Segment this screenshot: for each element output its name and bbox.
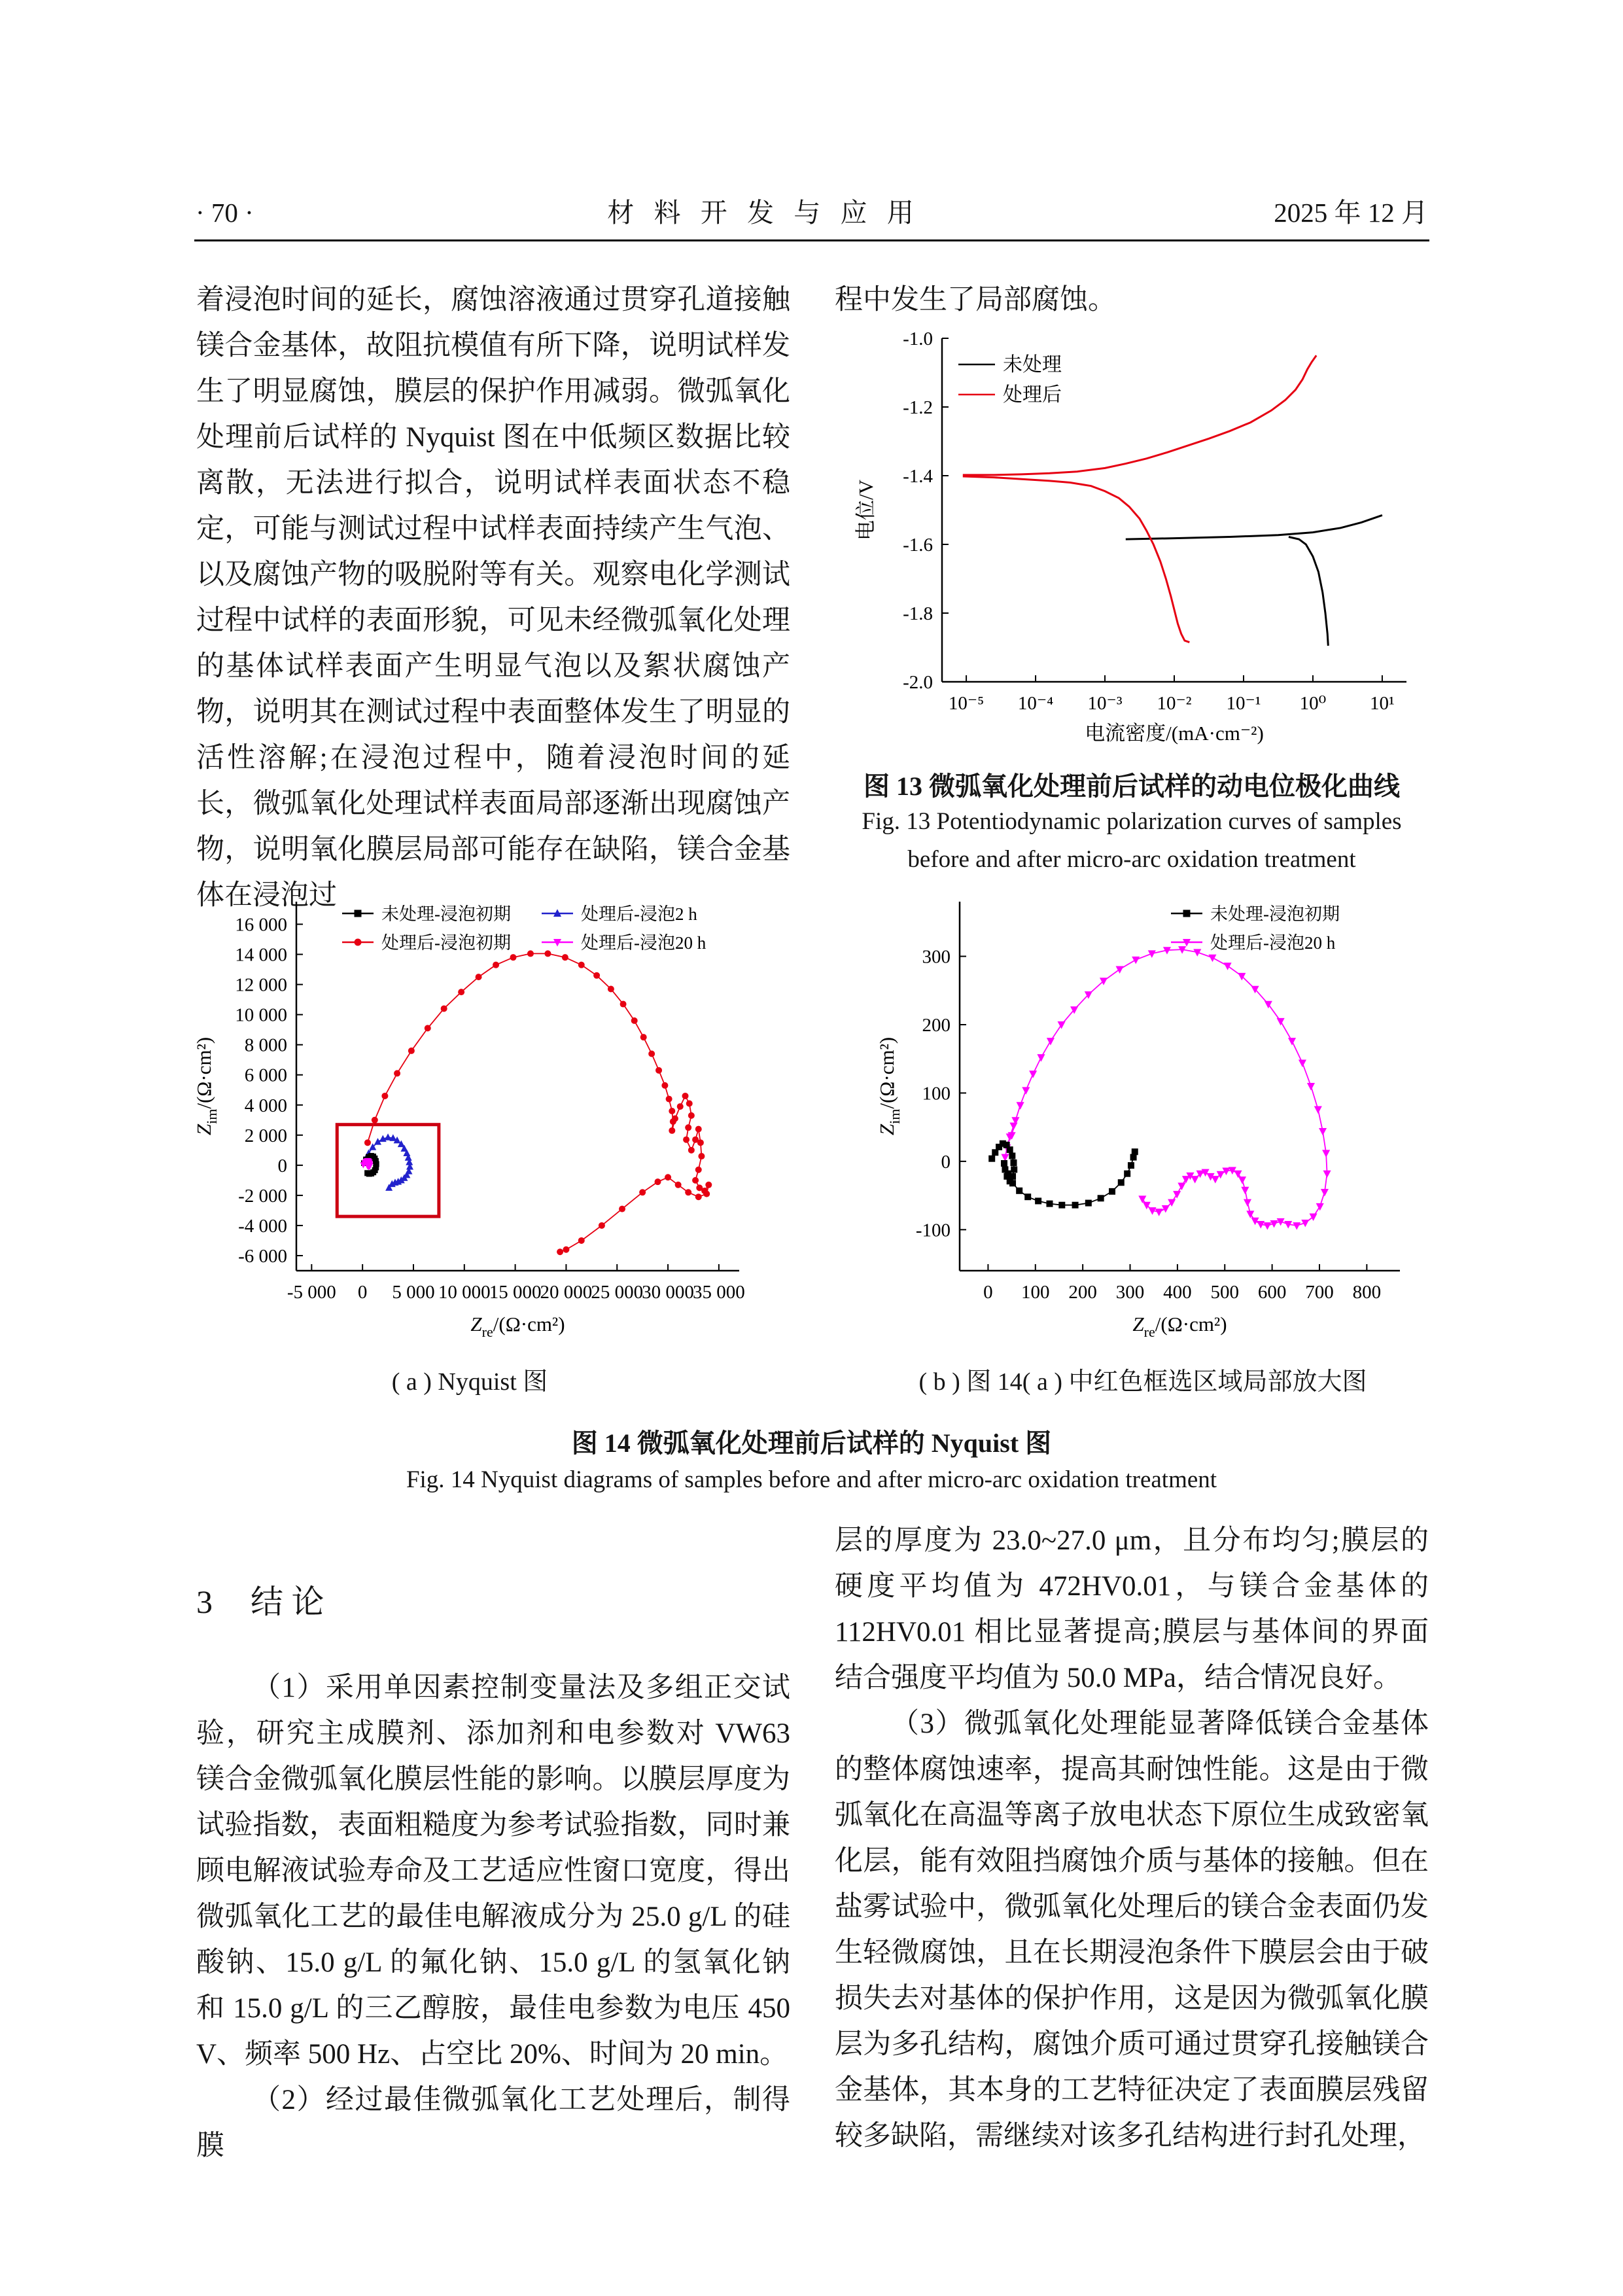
fig14b-chart-svg [865,890,1421,1348]
svg-text:电位/V: 电位/V [854,480,877,540]
svg-text:10⁻¹: 10⁻¹ [1226,693,1261,714]
svg-text:Zim/(Ω·cm²): $Z_{im}/(\Omega\cdot cm^2)$ [875,1036,903,1136]
svg-text:10⁻³: 10⁻³ [1087,693,1123,714]
svg-text:2 000: 2 000 [244,1125,287,1146]
svg-text:10 000: 10 000 [235,1004,287,1026]
svg-text:处理后-浸泡2 h: 处理后-浸泡2 h [581,904,697,924]
conclusion-paragraph-1: （1）采用单因素控制变量法及多组正交试验，研究主成膜剂、添加剂和电参数对 VW63 镁合金微弧氧化膜层性能的影响。以膜层厚度为试验指数，表面粗糙度为参考试验指数，同时兼顾电解液试验寿命及工艺适应性窗口宽度，得出微弧氧化工艺的最佳电解液成分为 25.0 g/L 的硅酸钠、15.0 g/L 的氟化钠、15.0 g/L 的氢氧化钠和 15.0 g/L 的三乙醇胺，最佳电参数为电压 450 V、频率 500 Hz、占空比 20%、时间为 20 min。 [196,1672,790,2070]
svg-text:700: 700 [1305,1282,1334,1303]
svg-text:300: 300 [922,946,951,968]
page-header [196,191,1428,230]
svg-text:8 000: 8 000 [244,1034,287,1056]
conclusion-paragraph-2-end: 层的厚度为 23.0~27.0 μm，且分布均匀;膜层的硬度平均值为 472HV0.01，与镁合金基体的 112HV0.01 相比显著提高;膜层与基体间的界面结合强度平均值为 50.0 MPa，结合情况良好。 [835,1525,1429,1693]
conclusion-right-column [835,1518,1429,2159]
svg-text:10⁻⁴: 10⁻⁴ [1017,693,1054,714]
svg-text:30 000: 30 000 [642,1282,694,1303]
header-rule [194,239,1429,241]
svg-text:16 000: 16 000 [235,914,287,936]
svg-text:35 000: 35 000 [692,1282,745,1303]
figure13-caption-en-line1: Fig. 13 Potentiodynamic polarization curves of samples [862,808,1402,835]
svg-text:15 000: 15 000 [489,1282,542,1303]
svg-text:500: 500 [1210,1282,1239,1303]
figure13-caption-cn: 图 13 微弧氧化处理前后试样的动电位极化曲线 [864,771,1400,801]
figure13-caption-en-line2: before and after micro-arc oxidation treatment [907,846,1356,873]
svg-text:12 000: 12 000 [235,974,287,996]
svg-text:200: 200 [922,1015,951,1036]
svg-text:300: 300 [1115,1282,1145,1303]
svg-text:14 000: 14 000 [235,944,287,966]
section-title: 结 论 [251,1583,324,1620]
conclusion-paragraph-2-start: （2）经过最佳微弧氧化工艺处理后，制得膜 [196,2085,790,2161]
svg-text:Zre/(Ω·cm²): $Z_{re}/(\Omega\cdot cm^2)$ [470,1313,565,1340]
svg-text:电流密度/(mA·cm⁻²): 电流密度/(mA·cm⁻²) [1085,722,1264,745]
issue-date: 2025 年 12 月 [1274,198,1428,228]
svg-text:未处理-浸泡初期: 未处理-浸泡初期 [1210,904,1340,924]
svg-text:-100: -100 [915,1220,951,1241]
svg-text:-1.8: -1.8 [903,603,933,624]
svg-text:未处理-浸泡初期: 未处理-浸泡初期 [381,904,511,924]
figure14a-subcaption: ( a ) Nyquist 图 [391,1368,548,1396]
svg-text:10⁻⁵: 10⁻⁵ [948,693,985,714]
svg-text:400: 400 [1163,1282,1192,1303]
figure14a-nyquist-chart [182,890,758,1348]
svg-text:6 000: 6 000 [244,1065,287,1086]
fig14a-chart-svg [182,890,758,1348]
svg-text:0: 0 [983,1282,993,1303]
conclusion-paragraph-3: （3）微弧氧化处理能显著降低镁合金基体的整体腐蚀速率，提高其耐蚀性能。这是由于微弧氧化在高温等离子放电状态下原位生成致密氧化层，能有效阻挡腐蚀介质与基体的接触。但在盐雾试验中，微弧氧化处理后的镁合金表面仍发生轻微腐蚀，且在长期浸泡条件下膜层会由于破损失去对基体的保护作用，这是因为微弧氧化膜层为多孔结构，腐蚀介质可通过贯穿孔接触镁合金基体，其本身的工艺特征决定了表面膜层残留较多缺陷，需继续对该多孔结构进行封孔处理， [835,1708,1429,2151]
svg-text:-6 000: -6 000 [238,1245,287,1267]
svg-text:未处理: 未处理 [1003,354,1062,376]
svg-text:-2 000: -2 000 [238,1185,287,1207]
figure14-caption-en: Fig. 14 Nyquist diagrams of samples before and after micro-arc oxidation treatment [406,1466,1217,1493]
svg-text:0: 0 [941,1151,951,1173]
svg-text:100: 100 [1021,1282,1050,1303]
journal-title: 材 料 开 发 与 应 用 [607,198,920,228]
svg-text:5 000: 5 000 [392,1282,435,1303]
svg-text:0: 0 [277,1155,287,1176]
svg-text:-5 000: -5 000 [287,1282,336,1303]
svg-text:-1.2: -1.2 [903,397,933,418]
svg-text:10 000: 10 000 [438,1282,491,1303]
section-number: 3 [196,1583,213,1620]
figure14b-subcaption: ( b ) 图 14( a ) 中红色框选区域局部放大图 [918,1368,1367,1396]
svg-text:25 000: 25 000 [591,1282,644,1303]
svg-text:800: 800 [1352,1282,1382,1303]
svg-text:Zim/(Ω·cm²): $Z_{im}/(\Omega\cdot cm^2)$ [192,1036,220,1136]
svg-text:处理后: 处理后 [1003,384,1062,406]
svg-text:10⁻²: 10⁻² [1157,693,1192,714]
svg-text:-1.6: -1.6 [903,535,933,556]
svg-text:10⁰: 10⁰ [1299,693,1327,714]
svg-text:600: 600 [1257,1282,1287,1303]
paragraph-right-intro: 程中发生了局部腐蚀。 [835,285,1116,315]
svg-text:处理后-浸泡20 h: 处理后-浸泡20 h [1210,933,1336,953]
svg-text:0: 0 [357,1282,368,1303]
paragraph-left-top: 着浸泡时间的延长，腐蚀溶液通过贯穿孔道接触镁合金基体，故阻抗模值有所下降，说明试样发生了明显腐蚀，膜层的保护作用减弱。微弧氧化处理前后试样的 Nyquist 图在中低频区数据比较离散，无法进行拟合，说明试样表面状态不稳定，可能与测试过程中试样表面持续产生气泡、以及腐蚀产物的吸脱附等有关。观察电化学测试过程中试样的表面形貌，可见未经微弧氧化处理的基体试样表面产生明显气泡以及絮状腐蚀产物，说明其在测试过程中表面整体发生了明显的活性溶解;在浸泡过程中，随着浸泡时间的延长，微弧氧化处理试样表面局部逐渐出现腐蚀产物，说明氧化膜层局部可能存在缺陷，镁合金基体在浸泡过 [196,285,790,911]
figure14-caption-cn: 图 14 微弧氧化处理前后试样的 Nyquist 图 [571,1428,1052,1458]
svg-text:处理后-浸泡初期: 处理后-浸泡初期 [381,933,511,953]
svg-text:-1.0: -1.0 [903,328,933,349]
svg-text:-4 000: -4 000 [238,1215,287,1237]
svg-text:-2.0: -2.0 [903,672,933,693]
svg-text:200: 200 [1068,1282,1097,1303]
figure13-polarization-chart [844,325,1426,757]
svg-text:10¹: 10¹ [1370,693,1395,714]
svg-text:4 000: 4 000 [244,1095,287,1116]
svg-text:100: 100 [922,1083,951,1104]
svg-text:20 000: 20 000 [540,1282,593,1303]
fig13-chart-svg [844,325,1426,757]
svg-text:Zre/(Ω·cm²): $Z_{re}/(\Omega\cdot cm^2)$ [1132,1313,1227,1340]
figure14b-zoom-chart [865,890,1421,1348]
section-heading-conclusion [196,1576,324,1623]
conclusion-left-column [196,1665,790,2169]
page-number: · 70 · [196,198,254,228]
svg-text:处理后-浸泡20 h: 处理后-浸泡20 h [581,933,707,953]
svg-text:-1.4: -1.4 [903,466,933,487]
